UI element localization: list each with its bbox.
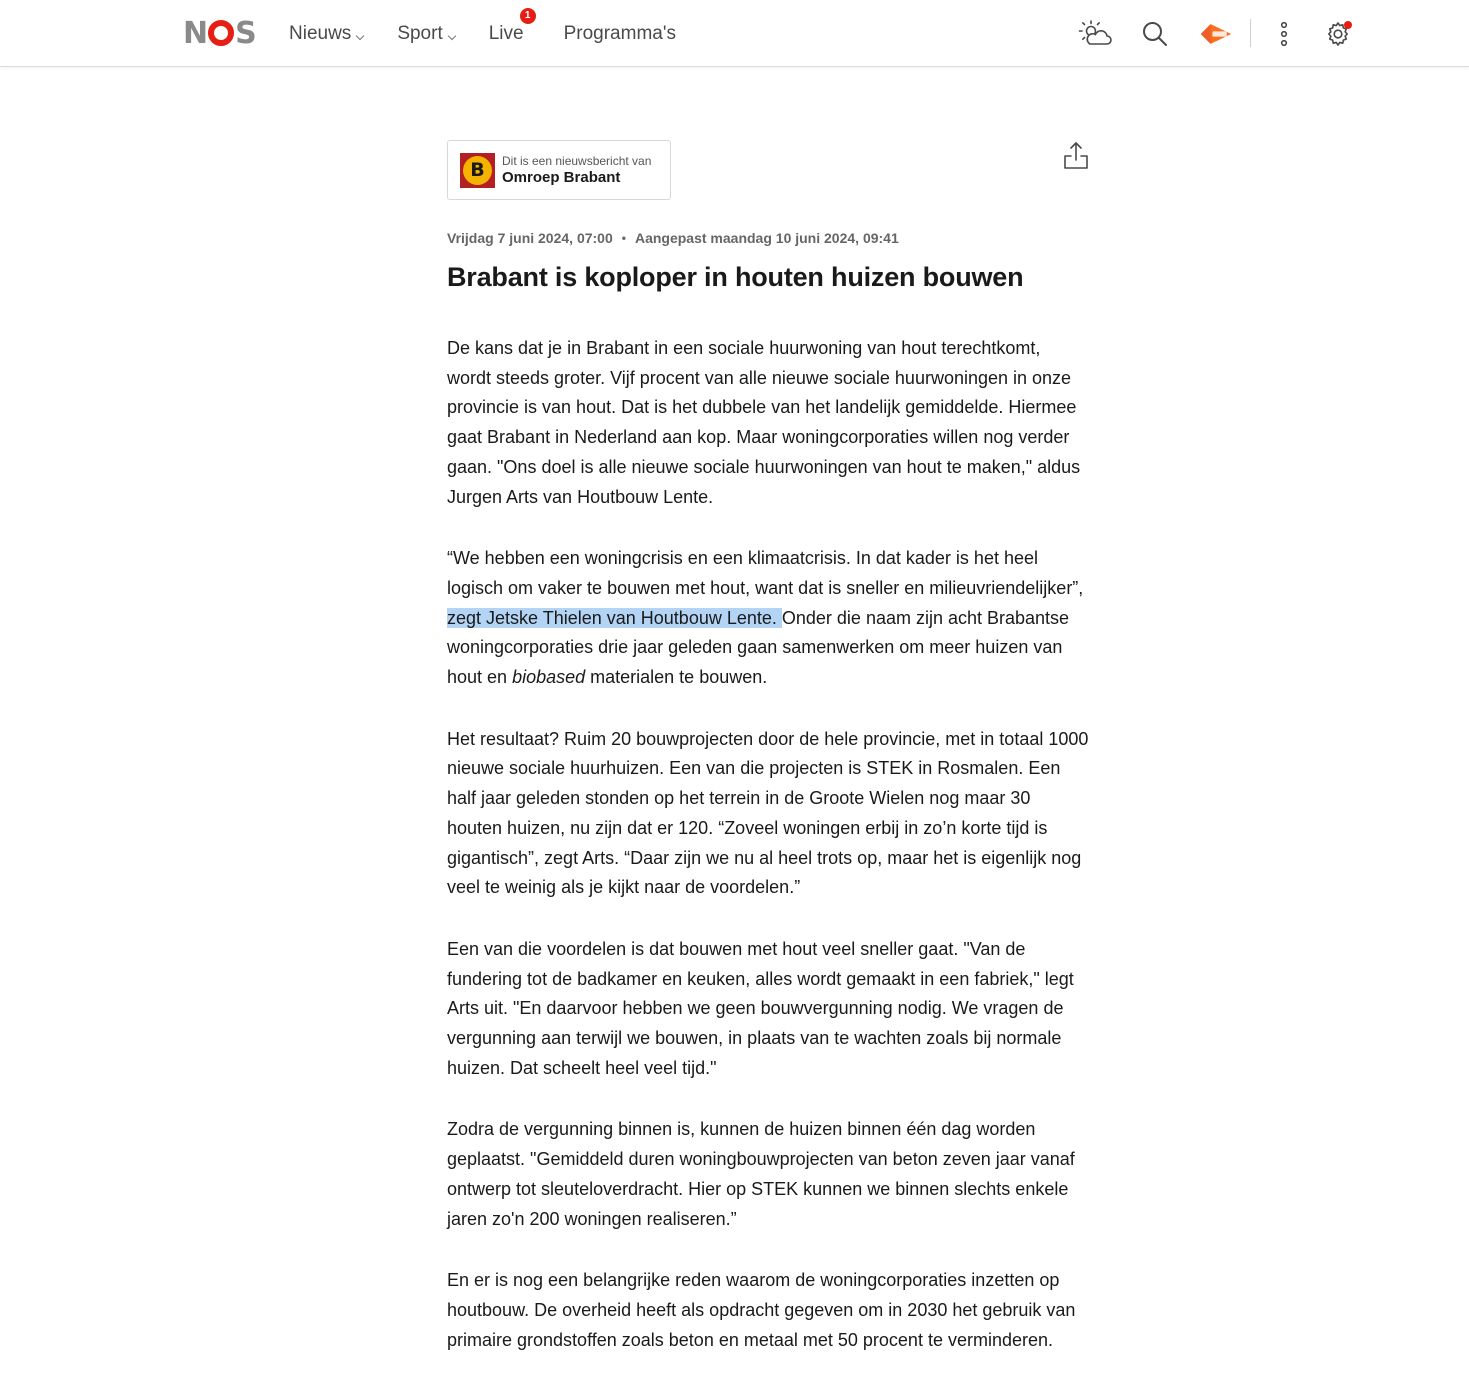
nav-item-nieuws[interactable] [289,23,363,45]
source-text [502,154,651,187]
nos-logo[interactable] [183,15,256,51]
logo-o-ring [208,20,234,46]
search-icon[interactable] [1138,17,1172,51]
paragraph-text: materialen te bouwen. [585,667,768,688]
nav-item-label: Programma's [563,22,676,44]
published-date: Vrijdag 7 juni 2024, 07:00 [447,230,613,246]
paragraph-text: “We hebben een woningcrisis en een klimaatcrisis. In dat kader is het heel logisch om vaker te bouwen met hout, want dat is sneller en milieuvriendelijker”, [447,548,1084,598]
logo-letter-s: S [235,15,256,51]
more-vertical-icon[interactable] [1267,17,1301,51]
updated-date: Aangepast maandag 10 juni 2024, 09:41 [634,230,899,246]
nav-item-label: Live [488,22,524,44]
article-meta [447,230,1089,246]
italic-term: biobased [512,667,586,688]
header-divider [1250,19,1251,47]
chevron-down-icon [447,31,455,39]
nav-item-sport[interactable] [397,23,454,45]
nav-item-label: Nieuws [289,22,352,44]
paragraph: En er is nog een belangrijke reden waarom de woningcorporaties inzetten op houtbouw. De overheid heeft als opdracht gegeven om in 2030 het gebruik van primaire grondstoffen zoals beton en metaal met 50 procent te verminderen. [447,1270,1076,1350]
main-nav [289,0,710,67]
omroep-brabant-logo-letter: B [463,156,492,185]
nav-item-label: Sport [397,22,443,44]
chevron-down-icon [356,31,364,39]
omroep-brabant-logo [460,153,495,188]
text-selection-highlight: zegt Jetske Thielen van Houtbouw Lente. [447,607,782,628]
nav-item-programmas[interactable] [564,23,676,45]
weather-icon[interactable] [1078,17,1112,51]
article-title: Brabant is koploper in houten huizen bouwen [447,262,1024,292]
settings-notification-dot [1344,21,1352,29]
article [447,140,1089,1387]
logo-letter-n: N [183,15,208,51]
meta-separator: • [621,231,626,245]
paragraph [447,544,1089,693]
article-body [447,334,1089,1355]
paragraph-text: Onder die naam zijn acht Brabantse woningcorporaties drie jaar geleden gaan samenwerken om meer huizen van hout en [447,607,1070,688]
paragraph: Het resultaat? Ruim 20 bouwprojecten door de hele provincie, met in totaal 1000 nieuwe sociale huurhuizen. Een van die projecten is STEK in Rosmalen. Een half jaar geleden stonden op het terrein in de Groote Wielen nog maar 30 houten huizen, nu zijn dat er 120. “Zoveel woningen erbij in zo’n korte tijd is gigantisch”, zegt Arts. “Daar zijn we nu al heel trots op, maar het is eigenlijk nog veel te weinig als je kijkt naar de voordelen.” [447,728,1089,898]
live-count-badge: 1 [520,8,536,24]
source-name: Omroep Brabant [502,168,621,186]
paragraph: Zodra de vergunning binnen is, kunnen de huizen binnen één dag worden geplaatst. "Gemiddeld duren woningbouwprojecten van beton zeven jaar vanaf ontwerp tot sleuteloverdracht. Hier op STEK kunnen we binnen slechts enkele jaren zo'n 200 woningen realiseren.” [447,1119,1075,1229]
share-icon[interactable] [1063,140,1089,170]
paragraph: De kans dat je in Brabant in een sociale huurwoning van hout terechtkomt, wordt steeds groter. Vijf procent van alle nieuwe sociale huurwoningen in onze provincie is van hout. Dat is het dubbele van het landelijk gemiddelde. Hiermee gaat Brabant in Nederland aan kop. Maar woningcorporaties willen nog verder gaan. "Ons doel is alle nieuwe sociale huurwoningen van hout te maken," aldus Jurgen Arts van Houtbouw Lente. [447,338,1081,507]
nav-item-live[interactable] [488,9,531,45]
settings-icon[interactable] [1321,17,1355,51]
npo-start-icon[interactable] [1199,17,1233,51]
site-header [0,0,1469,67]
source-intro: Dit is een nieuwsbericht van [502,153,652,168]
source-attribution[interactable] [447,140,671,200]
paragraph: Een van die voordelen is dat bouwen met hout veel sneller gaat. "Van de fundering tot de badkamer en keuken, alles wordt gemaakt in een fabriek," legt Arts uit. "En daarvoor hebben we geen bouwvergunning nodig. We vragen de vergunning aan terwijl we bouwen, in plaats van te wachten zoals bij normale huizen. Dat scheelt heel veel tijd." [447,938,1074,1078]
